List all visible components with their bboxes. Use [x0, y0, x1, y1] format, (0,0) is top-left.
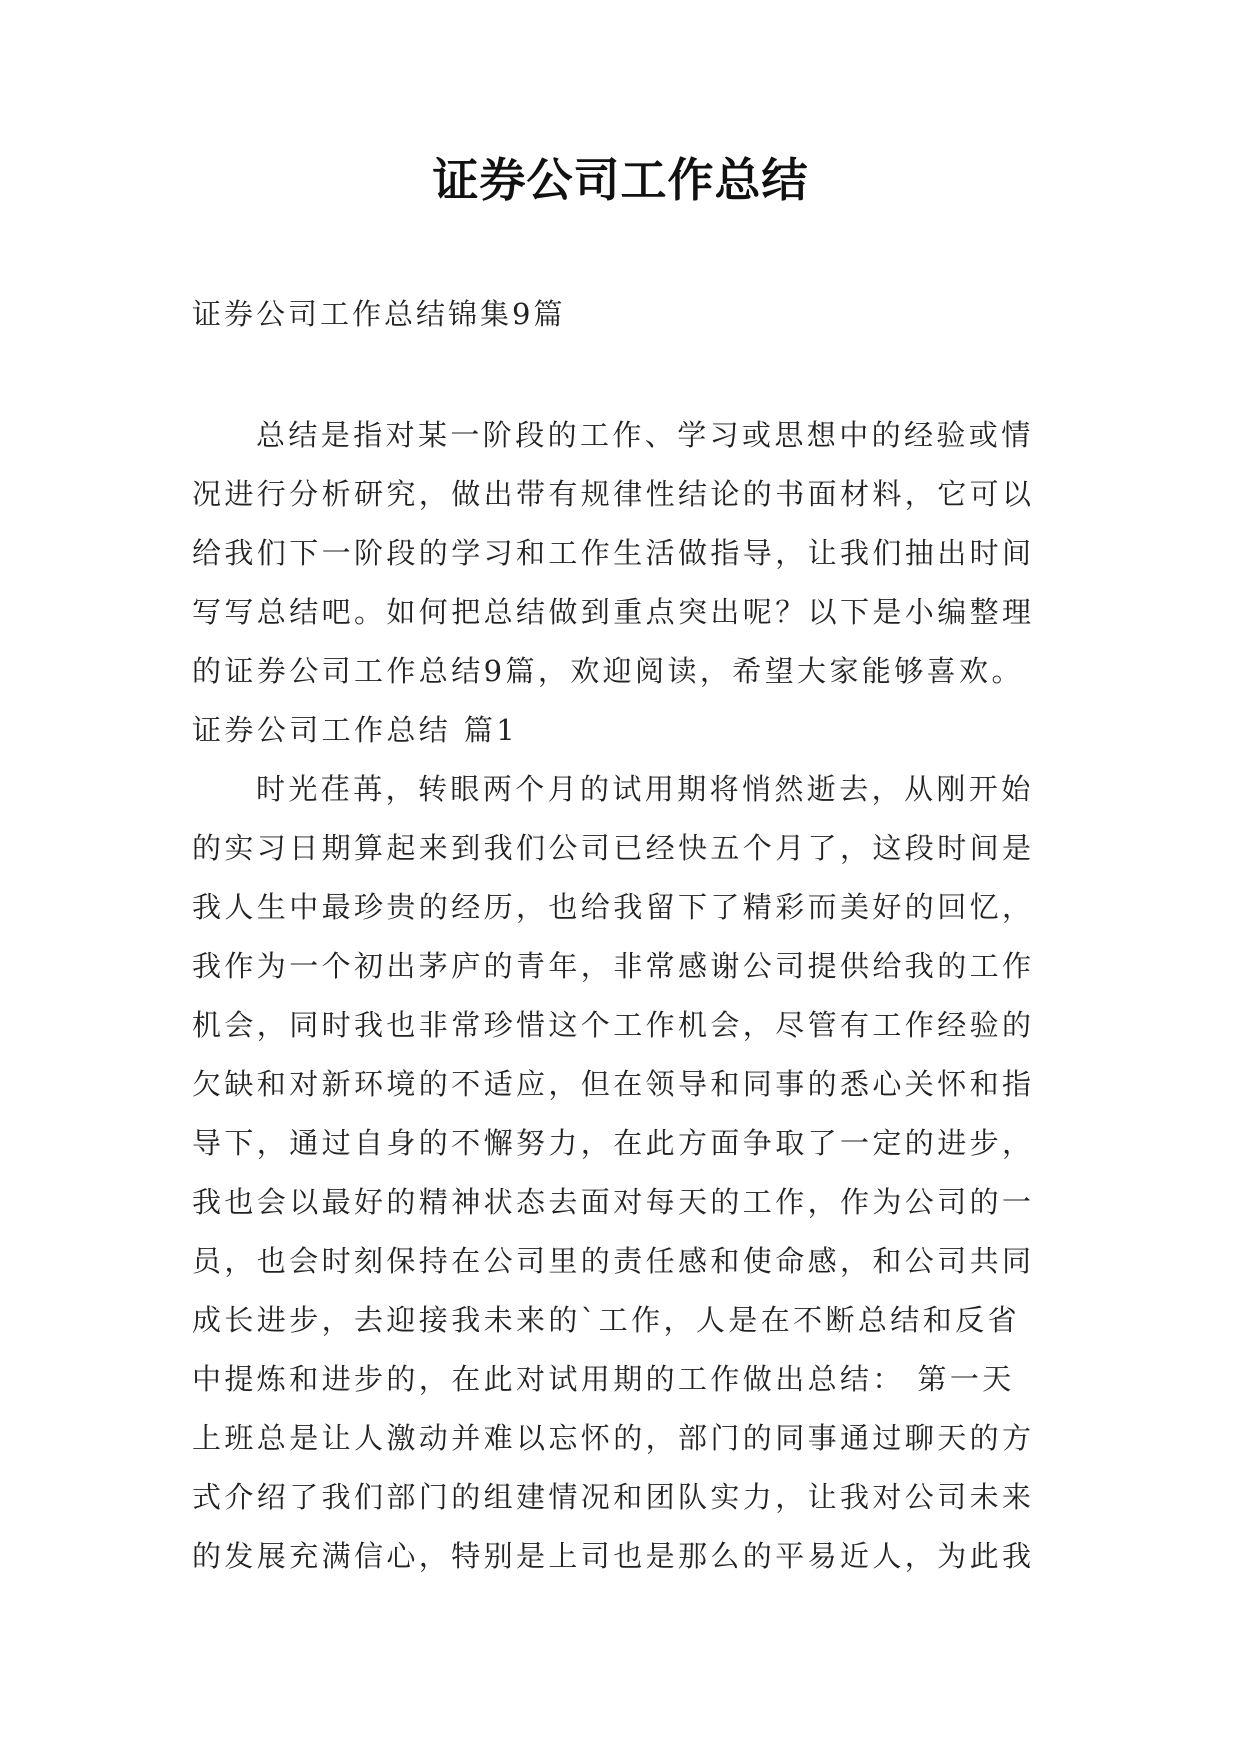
text-line: 成长进步，去迎接我未来的`工作，人是在不断总结和反省	[192, 1303, 1020, 1337]
text-line: 导下，通过自身的不懈努力，在此方面争取了一定的进步，	[192, 1126, 1035, 1160]
document-title: 证券公司工作总结	[432, 153, 809, 207]
text-line: 我作为一个初出茅庐的青年，非常感谢公司提供给我的工作	[192, 949, 1035, 983]
text-line: 机会，同时我也非常珍惜这个工作机会，尽管有工作经验的	[192, 1008, 1035, 1042]
text-line: 时光荏苒，转眼两个月的试用期将悄然逝去，从刚开始	[256, 772, 1034, 806]
document-body	[192, 406, 1054, 1586]
text-line: 我也会以最好的精神状态去面对每天的工作，作为公司的一	[192, 1185, 1035, 1219]
text-line: 我人生中最珍贵的经历，也给我留下了精彩而美好的回忆，	[192, 890, 1035, 924]
text-line: 中提炼和进步的，在此对试用期的工作做出总结： 第一天	[192, 1362, 1015, 1396]
text-line: 况进行分析研究，做出带有规律性结论的书面材料，它可以	[192, 477, 1035, 511]
text-line: 欠缺和对新环境的不适应，但在领导和同事的悉心关怀和指	[192, 1067, 1035, 1101]
text-line: 的证券公司工作总结9篇，欢迎阅读，希望大家能够喜欢。	[192, 654, 1024, 688]
text-line: 写写总结吧。如何把总结做到重点突出呢？以下是小编整理	[192, 595, 1035, 629]
section-heading: 证券公司工作总结 篇1	[192, 713, 519, 747]
text-line: 给我们下一阶段的学习和工作生活做指导，让我们抽出时间	[192, 536, 1035, 570]
text-line: 式介绍了我们部门的组建情况和团队实力，让我对公司未来	[192, 1480, 1035, 1514]
text-line: 员，也会时刻保持在公司里的责任感和使命感，和公司共同	[192, 1244, 1035, 1278]
text-line: 总结是指对某一阶段的工作、学习或思想中的经验或情	[256, 418, 1034, 452]
text-line: 的发展充满信心，特别是上司也是那么的平易近人，为此我	[192, 1539, 1035, 1573]
document-subtitle: 证券公司工作总结锦集9篇	[192, 297, 566, 331]
text-line: 的实习日期算起来到我们公司已经快五个月了，这段时间是	[192, 831, 1035, 865]
text-line: 上班总是让人激动并难以忘怀的，部门的同事通过聊天的方	[192, 1421, 1035, 1455]
